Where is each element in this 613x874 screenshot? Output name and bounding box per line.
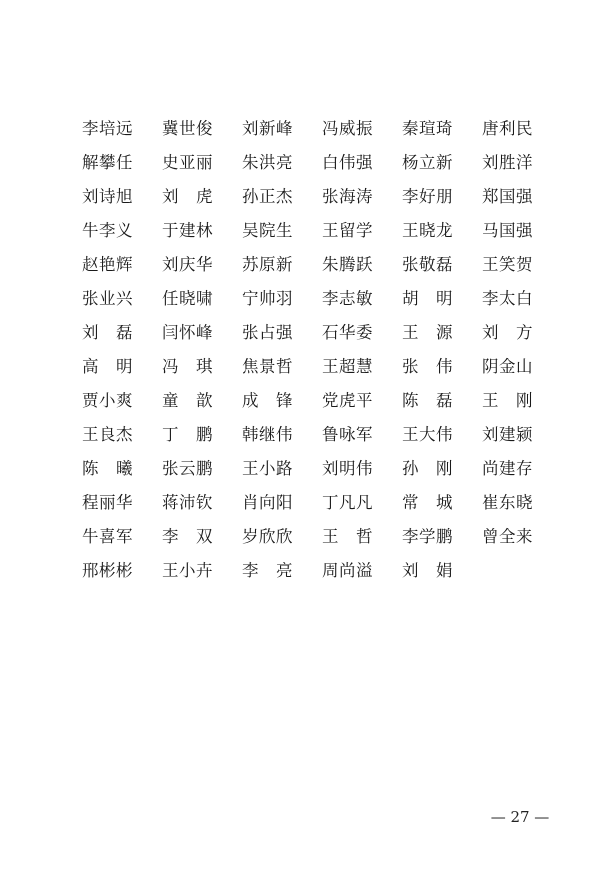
name-cell: 宁帅羽 (242, 288, 293, 308)
name-cell: 邢彬彬 (82, 560, 133, 580)
name-row (82, 554, 562, 588)
name-cell: 党虎平 (322, 390, 373, 410)
name-cell: 常 城 (402, 492, 453, 512)
name-cell: 刘胜洋 (482, 152, 533, 172)
name-row (82, 214, 562, 248)
name-cell: 贾小爽 (82, 390, 133, 410)
name-cell: 曾全来 (482, 526, 533, 546)
name-cell: 丁凡凡 (322, 492, 373, 512)
name-cell: 李 亮 (242, 560, 293, 580)
name-cell: 周尚溢 (322, 560, 373, 580)
name-cell: 韩继伟 (242, 424, 293, 444)
name-cell: 刘 娟 (402, 560, 453, 580)
name-cell: 石华委 (322, 322, 373, 342)
name-cell: 李 双 (162, 526, 213, 546)
name-cell: 王小路 (242, 458, 293, 478)
name-cell: 张 伟 (402, 356, 453, 376)
name-row (82, 282, 562, 316)
name-cell: 胡 明 (402, 288, 453, 308)
name-cell: 尚建存 (482, 458, 533, 478)
name-cell: 焦景哲 (242, 356, 293, 376)
name-cell: 孙 刚 (402, 458, 453, 478)
name-cell: 刘建颍 (482, 424, 533, 444)
name-cell: 朱腾跃 (322, 254, 373, 274)
name-cell: 牛李义 (82, 220, 133, 240)
name-cell: 程丽华 (82, 492, 133, 512)
name-cell: 童 歆 (162, 390, 213, 410)
name-cell: 王笑贺 (482, 254, 533, 274)
name-cell: 刘庆华 (162, 254, 213, 274)
name-cell: 张海涛 (322, 186, 373, 206)
name-cell: 刘新峰 (242, 118, 293, 138)
name-row (82, 418, 562, 452)
name-list (82, 112, 562, 588)
name-cell: 赵艳辉 (82, 254, 133, 274)
name-cell: 陈 磊 (402, 390, 453, 410)
name-cell: 牛喜军 (82, 526, 133, 546)
name-cell: 陈 曦 (82, 458, 133, 478)
name-row (82, 316, 562, 350)
name-cell: 张敬磊 (402, 254, 453, 274)
name-cell: 张云鹏 (162, 458, 213, 478)
name-cell: 王大伟 (402, 424, 453, 444)
name-cell: 刘明伟 (322, 458, 373, 478)
name-cell: 王 源 (402, 322, 453, 342)
name-cell: 王 刚 (482, 390, 533, 410)
name-row (82, 350, 562, 384)
name-cell: 白伟强 (322, 152, 373, 172)
name-cell: 李志敏 (322, 288, 373, 308)
name-cell: 岁欣欣 (242, 526, 293, 546)
name-cell: 秦瑄琦 (402, 118, 453, 138)
name-cell: 王小卉 (162, 560, 213, 580)
name-row (82, 486, 562, 520)
name-cell: 高 明 (82, 356, 133, 376)
name-cell: 冯 琪 (162, 356, 213, 376)
name-cell: 杨立新 (402, 152, 453, 172)
name-cell: 刘 磊 (82, 322, 133, 342)
name-row (82, 384, 562, 418)
name-cell: 冯威振 (322, 118, 373, 138)
name-cell: 王良杰 (82, 424, 133, 444)
name-cell: 肖向阳 (242, 492, 293, 512)
name-cell: 王超慧 (322, 356, 373, 376)
name-cell: 崔东晓 (482, 492, 533, 512)
name-cell: 解攀任 (82, 152, 133, 172)
name-cell: 史亚丽 (162, 152, 213, 172)
name-cell: 任晓啸 (162, 288, 213, 308)
name-cell: 孙正杰 (242, 186, 293, 206)
name-cell: 李学鹏 (402, 526, 453, 546)
name-cell: 张占强 (242, 322, 293, 342)
name-row (82, 452, 562, 486)
name-cell: 刘 虎 (162, 186, 213, 206)
name-cell: 王 哲 (322, 526, 373, 546)
name-cell: 丁 鹏 (162, 424, 213, 444)
name-cell: 闫怀峰 (162, 322, 213, 342)
name-cell: 朱洪亮 (242, 152, 293, 172)
name-cell: 冀世俊 (162, 118, 213, 138)
name-cell: 张业兴 (82, 288, 133, 308)
name-cell: 马国强 (482, 220, 533, 240)
name-row (82, 146, 562, 180)
name-cell: 吴院生 (242, 220, 293, 240)
name-cell: 王晓龙 (402, 220, 453, 240)
name-cell: 鲁咏军 (322, 424, 373, 444)
name-cell: 于建林 (162, 220, 213, 240)
name-cell: 王留学 (322, 220, 373, 240)
name-cell: 阴金山 (482, 356, 533, 376)
name-cell: 李培远 (82, 118, 133, 138)
name-row (82, 248, 562, 282)
name-cell: 成 锋 (242, 390, 293, 410)
name-cell: 刘 方 (482, 322, 533, 342)
page-number: — 27 — (490, 808, 550, 826)
name-cell: 蒋沛钦 (162, 492, 213, 512)
name-row (82, 180, 562, 214)
name-cell: 李太白 (482, 288, 533, 308)
name-cell: 郑国强 (482, 186, 533, 206)
name-cell: 唐利民 (482, 118, 533, 138)
name-row (82, 112, 562, 146)
name-cell: 苏原新 (242, 254, 293, 274)
name-row (82, 520, 562, 554)
name-cell: 李好朋 (402, 186, 453, 206)
name-cell: 刘诗旭 (82, 186, 133, 206)
